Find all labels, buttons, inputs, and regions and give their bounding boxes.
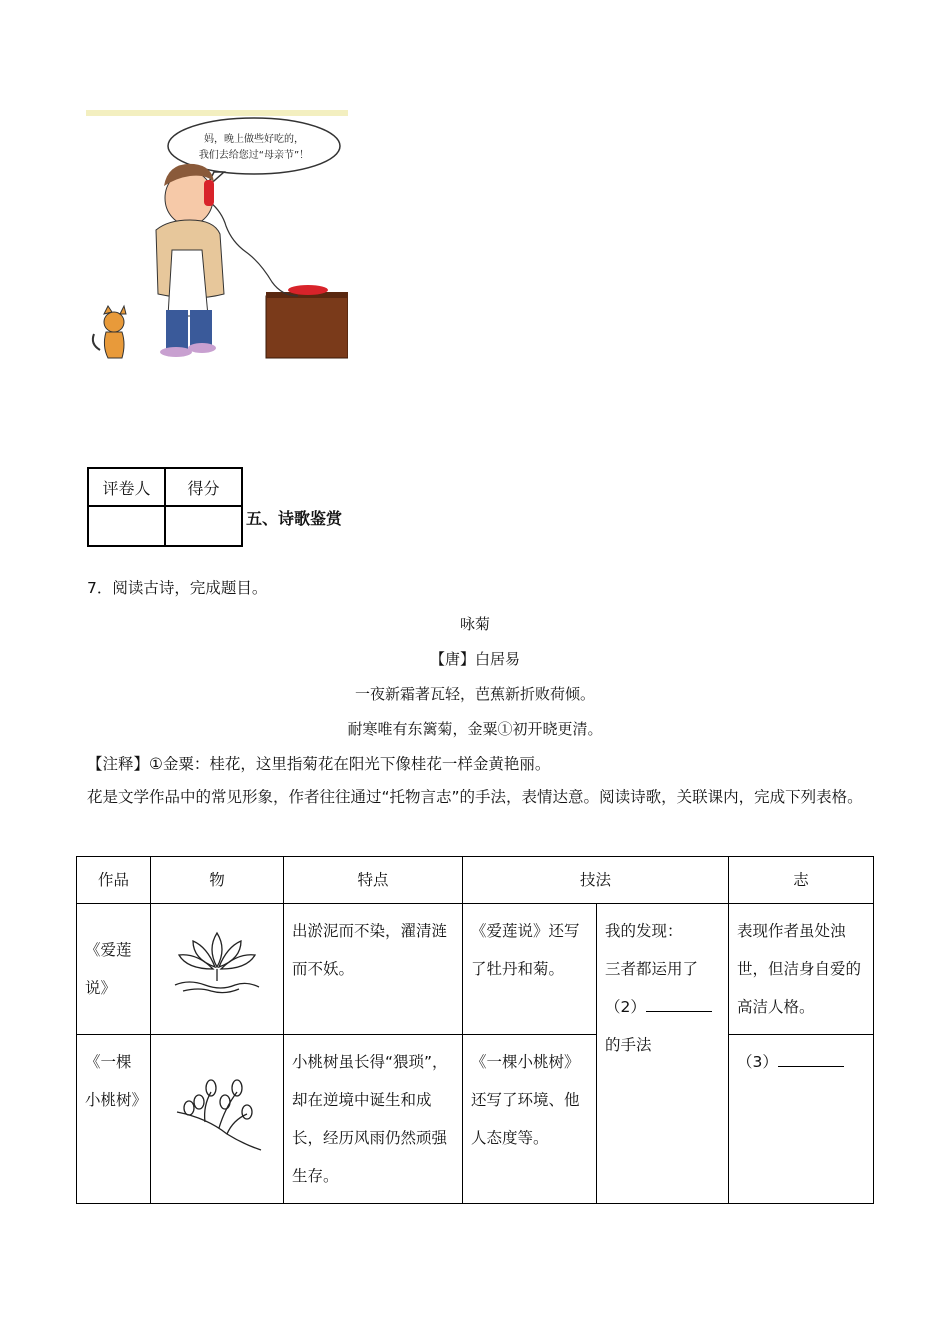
header-feature: 特点 bbox=[284, 857, 463, 904]
lotus-icon bbox=[169, 927, 265, 997]
header-object: 物 bbox=[151, 857, 284, 904]
header-work: 作品 bbox=[77, 857, 151, 904]
annotation: 【注释】①金粟：桂花，这里指菊花在阳光下像桂花一样金黄艳丽。 bbox=[87, 755, 551, 773]
row2-aspiration-cell bbox=[729, 1035, 874, 1204]
score-header: 得分 bbox=[165, 468, 242, 506]
row1-aspiration: 表现作者虽处浊世，但洁身自爱的高洁人格。 bbox=[729, 904, 874, 1035]
reviewer-field[interactable] bbox=[88, 506, 165, 546]
peach-tree-image bbox=[151, 1035, 284, 1204]
speech-line-2: 我们去给您过“母亲节”！ bbox=[198, 150, 310, 161]
row1-technique: 《爱莲说》还写了牡丹和菊。 bbox=[463, 904, 597, 1035]
row2-technique: 《一棵小桃树》还写了环境、他人态度等。 bbox=[463, 1035, 597, 1204]
header-aspiration: 志 bbox=[729, 857, 874, 904]
poem-line-2: 耐寒唯有东篱菊，金粟①初开晓更清。 bbox=[347, 720, 603, 738]
analysis-table bbox=[76, 856, 874, 1204]
discovery-line-3: 的手法 bbox=[605, 1036, 652, 1054]
discovery-cell bbox=[597, 904, 729, 1204]
poem-author: 【唐】白居易 bbox=[429, 650, 520, 668]
row2-work: 《一棵小桃树》 bbox=[77, 1035, 151, 1204]
mother-phone-cartoon bbox=[86, 110, 348, 368]
row1-work: 《爱莲说》 bbox=[77, 904, 151, 1035]
peach-branch-icon bbox=[169, 1072, 265, 1152]
blank-3-input[interactable] bbox=[778, 1050, 844, 1067]
question-prompt: 7．阅读古诗，完成题目。 bbox=[87, 579, 268, 597]
row2-feature: 小桃树虽长得“猥琐”，却在逆境中诞生和成长，经历风雨仍然顽强生存。 bbox=[284, 1035, 463, 1204]
reviewer-header: 评卷人 bbox=[88, 468, 165, 506]
blank-2-input[interactable] bbox=[646, 995, 712, 1012]
instruction-paragraph: 花是文学作品中的常见形象，作者往往通过“托物言志”的手法，表情达意。阅读诗歌，关联课内，完成下列表格。 bbox=[87, 788, 863, 806]
section-title: 五、诗歌鉴赏 bbox=[246, 509, 343, 528]
discovery-line-2: 三者都运用了 bbox=[605, 960, 699, 978]
discovery-line-1: 我的发现： bbox=[605, 922, 683, 940]
score-box bbox=[87, 467, 243, 547]
blank-3-label: （3） bbox=[737, 1053, 778, 1071]
row1-feature: 出淤泥而不染，濯清涟而不妖。 bbox=[284, 904, 463, 1035]
blank-2-label: （2） bbox=[605, 998, 646, 1016]
poem-line-1: 一夜新霜著瓦轻，芭蕉新折败荷倾。 bbox=[354, 685, 595, 703]
score-field[interactable] bbox=[165, 506, 242, 546]
poem-title: 咏菊 bbox=[459, 615, 490, 633]
lotus-image bbox=[151, 904, 284, 1035]
header-technique: 技法 bbox=[463, 857, 729, 904]
speech-line-1: 妈，晚上做些好吃的， bbox=[204, 134, 304, 145]
